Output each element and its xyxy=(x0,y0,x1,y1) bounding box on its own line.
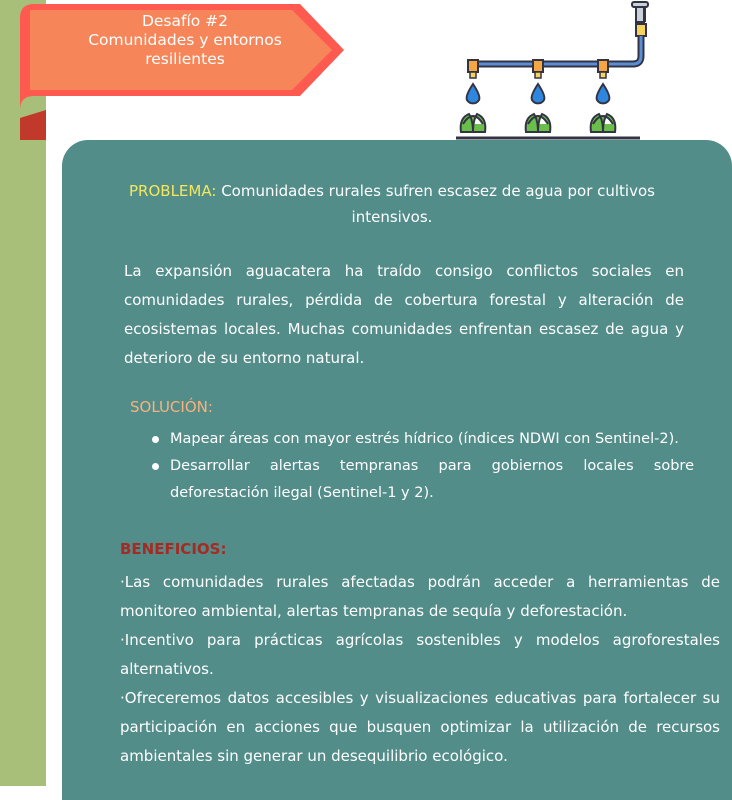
intro-paragraph: La expansión aguacatera ha traído consigo conflictos sociales en comunidades rurales, pérdida de cobertura forestal y alteración de ecosistemas locales. Muchas comunidades enfrentan escasez de agua y deterioro de su entorno natural. xyxy=(124,262,684,367)
benefits-list xyxy=(120,568,720,771)
problem-text: Comunidades rurales sufren escasez de agua por cultivos intensivos. xyxy=(221,182,655,226)
ribbon-line-1: Desafío #2 xyxy=(141,12,229,30)
benefit-item: ·Las comunidades rurales afectadas podrán acceder a herramientas de monitoreo ambiental, alertas tempranas de sequía y deforestación. xyxy=(120,573,720,620)
drip-irrigation-icon xyxy=(450,0,650,145)
solution-list xyxy=(152,426,694,507)
benefit-item: ·Ofreceremos datos accesibles y visualizaciones educativas para fortalecer su participación en acciones que busquen optimizar la utilización de recursos ambientales sin generar un desequilibrio ecológico. xyxy=(120,689,720,765)
ribbon-line-3: resilientes xyxy=(145,50,225,68)
emitters xyxy=(461,60,616,132)
ribbon-title xyxy=(60,12,310,69)
solution-item: Mapear áreas con mayor estrés hídrico (índices NDWI con Sentinel-2). xyxy=(152,426,694,453)
solution-item: Desarrollar alertas tempranas para gobiernos locales sobre deforestación ilegal (Sentinel-1 y 2). xyxy=(152,453,694,507)
problem-label: PROBLEMA: xyxy=(129,182,217,200)
ribbon-line-2: Comunidades y entornos xyxy=(88,31,282,49)
solution-label: SOLUCIÓN: xyxy=(130,398,213,416)
benefits-label: BENEFICIOS: xyxy=(120,540,227,558)
problem-statement xyxy=(112,178,672,230)
benefit-item: ·Incentivo para prácticas agrícolas sostenibles y modelos agroforestales alternativos. xyxy=(120,631,720,678)
content-card xyxy=(62,140,732,800)
